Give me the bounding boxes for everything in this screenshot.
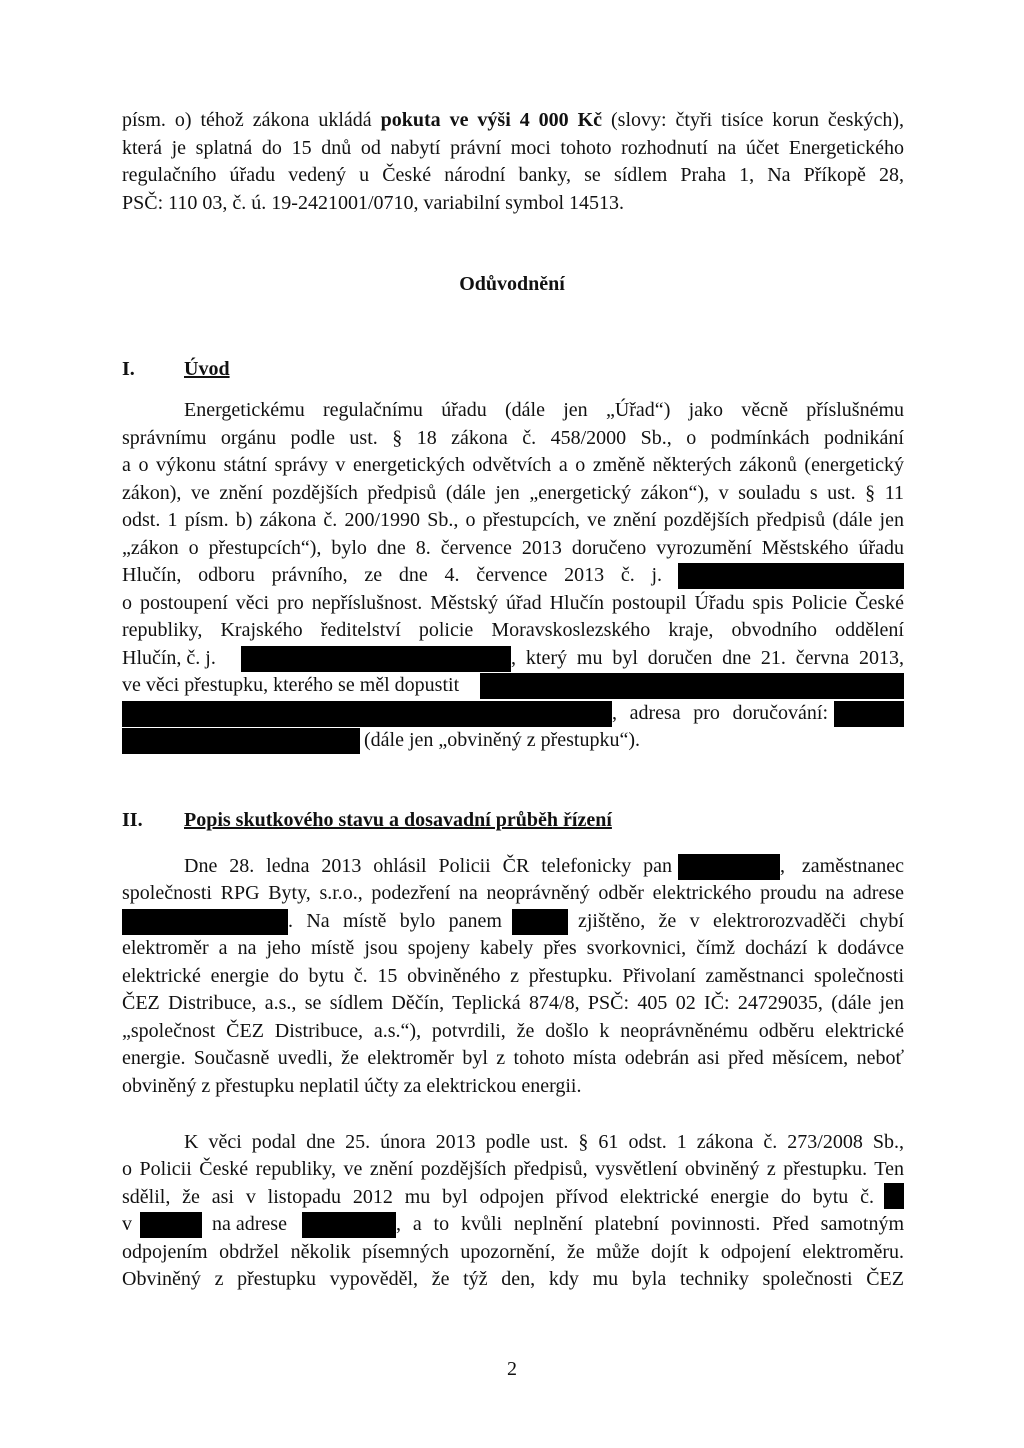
section-1-number: I. (122, 358, 135, 380)
s1-line-2: správnímu orgánu podle ust. § 18 zákona č. 458/2000 Sb., o podmínkách podnikání (122, 427, 904, 449)
s1-line-9: republiky, Krajského ředitelství policie Moravskoslezského kraje, obvodního oddělení (122, 619, 904, 641)
intro-line-4: PSČ: 110 03, č. ú. 19-2421001/0710, variabilní symbol 14513. (122, 192, 625, 214)
s2-p2-line-4b: na adrese (212, 1213, 287, 1235)
section-title: Odůvodnění (459, 273, 565, 295)
redaction-block (678, 563, 904, 589)
s2-p1-line-4: elektroměr a na jeho místě jsou spojeny kabely přes svorkovnici, čímž dochází k dodávce (122, 937, 904, 959)
intro-line-2: která je splatná do 15 dnů od nabytí právní moci tohoto rozhodnutí na účet Energetického (122, 137, 904, 159)
s2-p1-line-3b: zjištěno, že v elektrorozvaděči chybí (578, 910, 904, 932)
s1-line-8: o postoupení věci pro nepříslušnost. Městský úřad Hlučín postoupil Úřadu spis Policie České (122, 592, 904, 614)
s1-line-10b: , který mu byl doručen dne 21. června 2013, (511, 647, 904, 669)
page-number: 2 (507, 1358, 517, 1380)
s1-line-11: ve věci přestupku, kterého se měl dopustit (122, 674, 460, 696)
redaction-block (480, 673, 904, 699)
s2-p2-line-2: o Policii České republiky, ve znění pozdějších předpisů, vysvětlení obviněný z přestupku. Ten (122, 1158, 904, 1180)
s2-p1-line-5: elektrické energie do bytu č. 15 obviněného z přestupku. Přivolaní zaměstnanci společnosti (122, 965, 904, 987)
s2-p1-line-2: společnosti RPG Byty, s.r.o., podezření na neoprávněný odběr elektrického proudu na adrese (122, 882, 904, 904)
section-2-title: Popis skutkového stavu a dosavadní průběh řízení (184, 809, 612, 831)
redaction-block (302, 1212, 396, 1238)
section-1-title: Úvod (184, 358, 230, 380)
redaction-block (884, 1183, 904, 1209)
redaction-block (512, 909, 568, 935)
s2-p1-line-1b: , zaměstnanec (780, 855, 904, 877)
intro-line-1: písm. o) téhož zákona ukládá pokuta ve výši 4 000 Kč (slovy: čtyři tisíce korun českých), (122, 109, 904, 131)
s2-p1-line-6: ČEZ Distribuce, a.s., se sídlem Děčín, Teplická 874/8, PSČ: 405 02 IČ: 24729035, (dále jen (122, 992, 904, 1014)
s2-p2-line-3: sdělil, že asi v listopadu 2012 mu byl odpojen přívod elektrické energie do bytu č. (122, 1186, 874, 1208)
redaction-block (122, 728, 360, 754)
redaction-block (678, 854, 780, 880)
s1-line-10a: Hlučín, č. j. (122, 647, 216, 669)
s2-p1-line-1a: Dne 28. ledna 2013 ohlásil Policii ČR telefonicky pan (184, 855, 672, 877)
s2-p2-line-4a: v (122, 1213, 132, 1235)
intro-line-3: regulačního úřadu vedený u České národní banky, se sídlem Praha 1, Na Příkopě 28, (122, 164, 904, 186)
s2-p1-line-7: „společnost ČEZ Distribuce, a.s.“), potvrdili, že došlo k neoprávněnému odběru elektrické (122, 1020, 904, 1042)
s2-p1-line-8: energie. Současně uvedli, že elektroměr byl z tohoto místa odebrán asi před měsícem, neboť (122, 1047, 904, 1069)
redaction-block (241, 646, 511, 672)
s2-p2-line-5: odpojením obdržel několik písemných upozornění, že může dojít k odpojení elektroměru. (122, 1241, 904, 1263)
s1-line-7: Hlučín, odboru právního, ze dne 4. července 2013 č. j. (122, 564, 662, 586)
s1-line-12: , adresa pro doručování: (612, 702, 828, 724)
s1-line-6: „zákon o přestupcích“), bylo dne 8. července 2013 doručeno vyrozumění Městského úřadu (122, 537, 904, 559)
redaction-block (140, 1212, 202, 1238)
s2-p2-line-1: K věci podal dne 25. února 2013 podle ust. § 61 odst. 1 zákona č. 273/2008 Sb., (184, 1131, 904, 1153)
redaction-block (122, 909, 288, 935)
s2-p2-line-4c: , a to kvůli neplnění platební povinnosti. Před samotným (396, 1213, 904, 1235)
s1-line-4: zákon), ve znění pozdějších předpisů (dále jen „energetický zákon“), v souladu s ust. § 11 (122, 482, 904, 504)
section-2-number: II. (122, 809, 143, 831)
s2-p2-line-6: Obviněný z přestupku vypověděl, že týž den, kdy mu byla techniky společnosti ČEZ (122, 1268, 904, 1290)
s1-line-5: odst. 1 písm. b) zákona č. 200/1990 Sb., o přestupcích, ve znění pozdějších předpisů (dále jen (122, 509, 904, 531)
s1-line-3: a o výkonu státní správy v energetických odvětvích a o změně některých zákonů (energetický (122, 454, 904, 476)
redaction-block (122, 701, 612, 727)
s2-p1-line-9: obviněný z přestupku neplatil účty za elektrickou energii. (122, 1075, 582, 1097)
s1-line-13: (dále jen „obviněný z přestupku“). (364, 729, 641, 751)
s1-line-1: Energetickému regulačnímu úřadu (dále jen „Úřad“) jako věcně příslušnému (184, 399, 904, 421)
s2-p1-line-3a: . Na místě bylo panem (288, 910, 502, 932)
redaction-block (834, 701, 904, 727)
